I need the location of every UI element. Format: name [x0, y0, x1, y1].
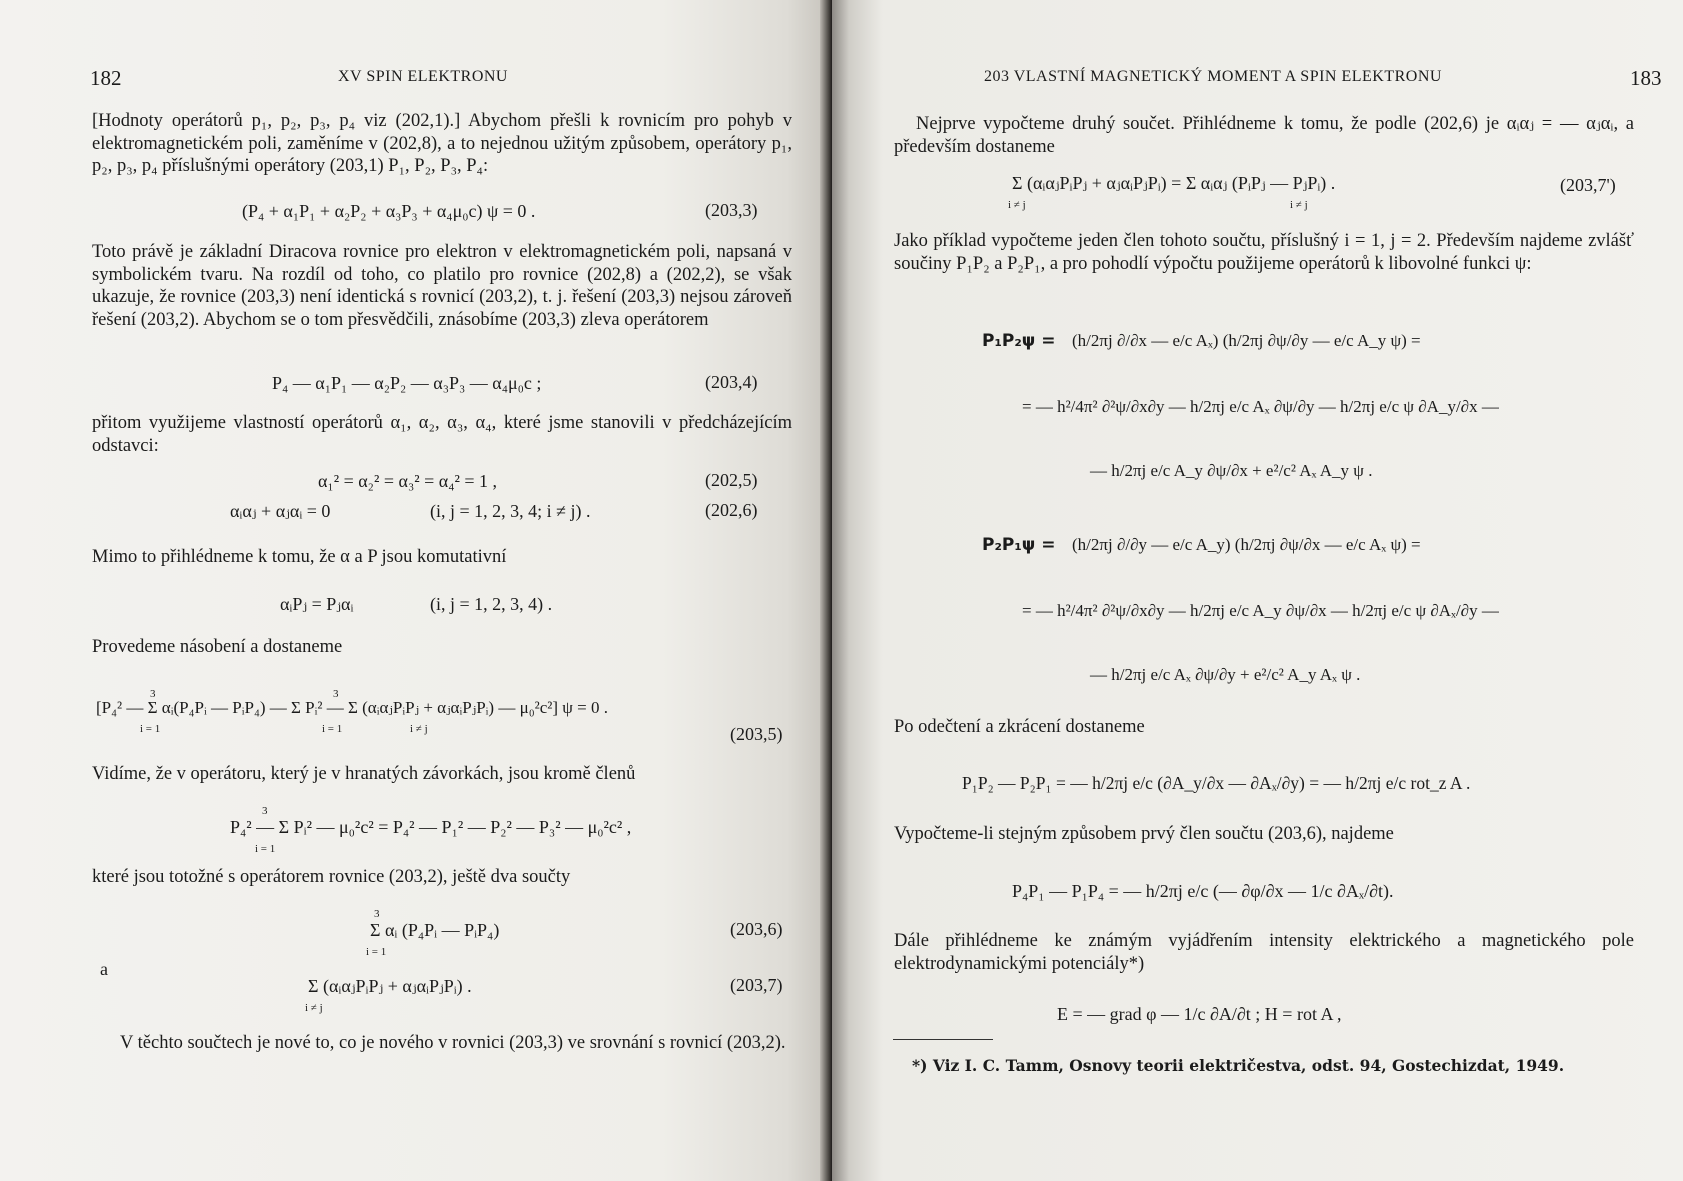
paragraph: [Hodnoty operátorů p₁, p₂, p₃, p₄ viz (202,1).] Abychom přešli k rovnicím pro pohyb v elektromagnetickém poli, zaměníme v (202,8), a to nejednou užitým způsobem, operátory p₁, p₂, p₃, p₄ příslušnými operátory (203,1) P₁, P₂, P₃, P₄:: [92, 111, 792, 176]
equation-number: (203,5): [730, 724, 783, 744]
equation-p1p2-line2: = — h²/4π² ∂²ψ/∂x∂y — h/2πj e/c Aₓ ∂ψ/∂y — h/2πj e/c ψ ∂A_y/∂x —: [1022, 397, 1499, 416]
paragraph: které jsou totožné s operátorem rovnice (203,2), ještě dva součty: [92, 867, 571, 887]
equation-203-5: [P₄² — Σ αᵢ(P₄Pᵢ — PᵢP₄) — Σ Pᵢ² — Σ (αᵢαⱼPᵢPⱼ + αⱼαᵢPⱼPᵢ) — μ₀²c²] ψ = 0 .: [96, 698, 609, 717]
equation-p4p1: P₄P₁ — P₁P₄ = — h/2πj e/c (— ∂φ/∂x — 1/c ∂Aₓ/∂t).: [1012, 881, 1394, 901]
right-page: [832, 0, 1683, 1181]
equation-203-7: Σ (αᵢαⱼPᵢPⱼ + αⱼαᵢPⱼPᵢ) .: [308, 976, 472, 996]
equation-p2p1-lhs: P₂P₁ψ =: [982, 535, 1056, 555]
running-head-right: 203 VLASTNÍ MAGNETICKÝ MOMENT A SPIN ELEKTRONU: [984, 68, 1442, 85]
paragraph: Jako příklad vypočteme jeden člen tohoto součtu, příslušný i = 1, j = 2. Především najdeme zvlášť součiny P₁P₂ a P₂P₁, a pro pohodlí výpočtu použijeme operátorů k libovolné funkci ψ:: [894, 231, 1634, 274]
equation-p2p1-line3: — h/2πj e/c Aₓ ∂ψ/∂y + e²/c² A_y Aₓ ψ .: [1090, 665, 1361, 684]
paragraph: Vypočteme-li stejným způsobem prvý člen součtu (203,6), najdeme: [894, 824, 1394, 844]
equation-number: (203,4): [705, 372, 758, 392]
sum-lower-limit: i = 1: [255, 843, 276, 855]
sum-upper-limit: 3: [150, 688, 156, 700]
footnote-rule: [893, 1039, 993, 1040]
paragraph: Vidíme, že v operátoru, který je v hranatých závorkách, jsou kromě členů: [92, 764, 636, 784]
equation-number: (203,7): [730, 975, 783, 995]
sum-lower-limit: i = 1: [322, 723, 343, 735]
paragraph: Toto právě je základní Diracova rovnice pro elektron v elektromagnetickém poli, napsaná v symbolickém tvaru. Na rozdíl od toho, co platilo pro rovnice (202,8) a (202,2), se však ukazuje, že rovnice (203,3) není identická s rovnicí (203,2), t. j. řešení (203,3) nejsou zároveň řešení (203,2). Abychom se o tom přesvědčili, znásobíme (203,3) zleva operátorem: [92, 242, 792, 330]
equation-number: (202,6): [705, 500, 758, 520]
paragraph: Dále přihlédneme ke známým vyjádřením intensity elektrického a magnetického pole elektrodynamickými potenciály*): [894, 931, 1634, 974]
equation-number: (203,3): [705, 200, 758, 220]
equation-fields: E = — grad φ — 1/c ∂A/∂t ; H = rot A ,: [1057, 1004, 1342, 1024]
equation-203-3: (P₄ + α₁P₁ + α₂P₂ + α₃P₃ + α₄μ₀c) ψ = 0 .: [242, 201, 536, 221]
sum-upper-limit: 3: [262, 805, 268, 817]
page-number-left: 182: [90, 66, 122, 90]
paragraph: Mimo to přihlédneme k tomu, že α a P jsou komutativní: [92, 547, 507, 567]
sum-upper-limit: 3: [374, 908, 380, 920]
equation-mid: P₄² — Σ Pᵢ² — μ₀²c² = P₄² — P₁² — P₂² — P₃² — μ₀²c² ,: [230, 817, 632, 837]
sum-lower-limit: i = 1: [140, 723, 161, 735]
equation-203-6: Σ αᵢ (P₄Pᵢ — PᵢP₄): [370, 920, 500, 940]
equation-commutation: αᵢPⱼ = Pⱼαᵢ: [280, 594, 354, 614]
sum-upper-limit: 3: [333, 688, 339, 700]
equation-p2p1-line2: = — h²/4π² ∂²ψ/∂x∂y — h/2πj e/c A_y ∂ψ/∂x — h/2πj e/c ψ ∂Aₓ/∂y —: [1022, 601, 1499, 620]
paragraph: Nejprve vypočteme druhý součet. Přihlédneme k tomu, že podle (202,6) je αᵢαⱼ = — αⱼαᵢ, a především dostaneme: [894, 114, 1634, 157]
equation-number: (203,6): [730, 919, 783, 939]
paragraph: Po odečtení a zkrácení dostaneme: [894, 717, 1145, 737]
equation-202-5: α₁² = α₂² = α₃² = α₄² = 1 ,: [318, 471, 498, 491]
equation-203-7-prime: Σ (αᵢαⱼPᵢPⱼ + αⱼαᵢPⱼPᵢ) = Σ αᵢαⱼ (PᵢPⱼ — PⱼPᵢ) .: [1012, 173, 1336, 193]
paragraph: přitom využijeme vlastností operátorů α₁, α₂, α₃, α₄, které jsme stanovili v předcházejícím odstavci:: [92, 413, 792, 456]
equation-203-4: P₄ — α₁P₁ — α₂P₂ — α₃P₃ — α₄μ₀c ;: [272, 373, 542, 393]
equation-p1p2-line3: — h/2πj e/c A_y ∂ψ/∂x + e²/c² Aₓ A_y ψ .: [1090, 461, 1373, 480]
page-number-right: 183: [1630, 66, 1662, 90]
paragraph: Provedeme násobení a dostaneme: [92, 637, 343, 657]
equation-p1p2-line1: (h/2πj ∂/∂x — e/c Aₓ) (h/2πj ∂ψ/∂y — e/c A_y ψ) =: [1072, 331, 1421, 350]
conjunction: a: [100, 959, 108, 979]
paragraph: V těchto součtech je nové to, co je nového v rovnici (203,3) ve srovnání s rovnicí (203,2).: [120, 1033, 786, 1053]
sum-lower-limit: i ≠ j: [1290, 199, 1308, 211]
equation-p2p1-line1: (h/2πj ∂/∂y — e/c A_y) (h/2πj ∂ψ/∂x — e/c Aₓ ψ) =: [1072, 535, 1421, 554]
sum-lower-limit: i ≠ j: [1008, 199, 1026, 211]
sum-lower-limit: i ≠ j: [305, 1002, 323, 1014]
equation-202-6-condition: (i, j = 1, 2, 3, 4; i ≠ j) .: [430, 501, 591, 521]
equation-202-6: αᵢαⱼ + αⱼαᵢ = 0: [230, 501, 331, 521]
left-page: [0, 0, 828, 1181]
equation-p1p2-lhs: P₁P₂ψ =: [982, 331, 1056, 351]
equation-commutation-condition: (i, j = 1, 2, 3, 4) .: [430, 594, 553, 614]
running-head-left: XV SPIN ELEKTRONU: [338, 68, 508, 85]
equation-number: (203,7'): [1560, 175, 1616, 195]
sum-lower-limit: i = 1: [366, 946, 387, 958]
footnote: *) Viz I. C. Tamm, Osnovy teorii električestva, odst. 94, Gostechizdat, 1949.: [912, 1056, 1565, 1075]
sum-lower-limit: i ≠ j: [410, 723, 428, 735]
equation-number: (202,5): [705, 470, 758, 490]
equation-rot: P₁P₂ — P₂P₁ = — h/2πj e/c (∂A_y/∂x — ∂Aₓ/∂y) = — h/2πj e/c rot_z A .: [962, 773, 1471, 793]
